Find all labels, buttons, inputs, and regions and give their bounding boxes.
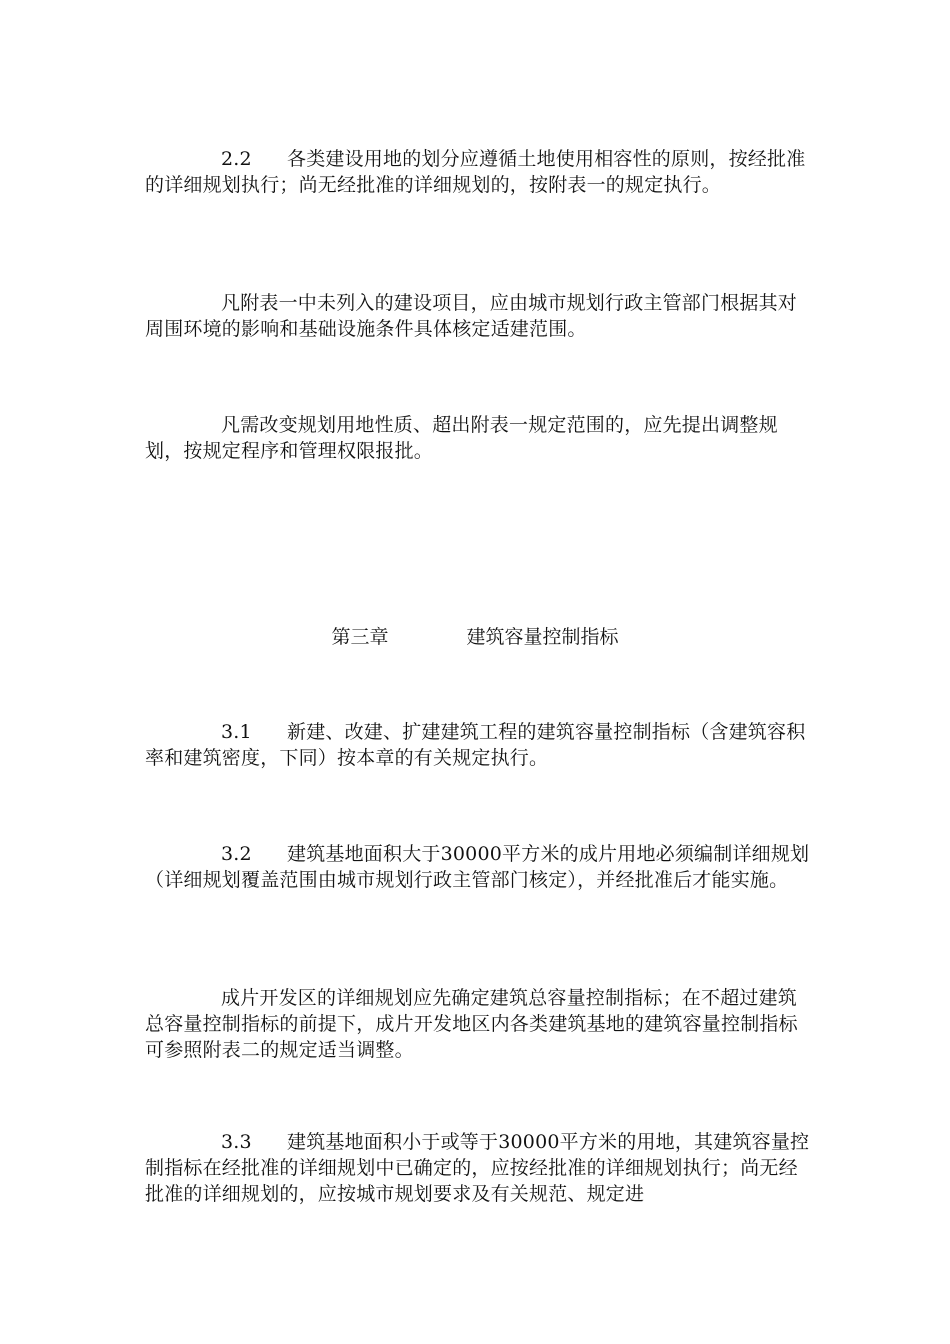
paragraph-text: 凡附表一中未列入的建设项目，应由城市规划行政主管部门根据其对周围环境的影响和基础设施条件具体核定适建范围。 — [145, 292, 798, 340]
paragraph-text: 各类建设用地的划分应遵循土地使用相容性的原则，按经批准的详细规划执行；尚无经批准的详细规划的，按附表一的规定执行。 — [145, 148, 806, 196]
paragraph-change-land-use — [145, 412, 810, 464]
section-number: 3.2 — [221, 843, 252, 865]
section-number: 2.2 — [221, 148, 252, 170]
section-number: 3.1 — [221, 721, 252, 743]
paragraph-text: 成片开发区的详细规划应先确定建筑总容量控制指标；在不超过建筑总容量控制指标的前提下，成片开发地区内各类建筑基地的建筑容量控制指标可参照附表二的规定适当调整。 — [145, 987, 798, 1061]
paragraph-text: 建筑基地面积大于30000平方米的成片用地必须编制详细规划（详细规划覆盖范围由城市规划行政主管部门核定），并经批准后才能实施。 — [145, 843, 810, 891]
paragraph-development-zone — [145, 985, 810, 1063]
paragraph-text: 凡需改变规划用地性质、超出附表一规定范围的，应先提出调整规划，按规定程序和管理权限报批。 — [145, 414, 778, 462]
chapter-heading — [0, 624, 950, 650]
chapter-number: 第三章 — [331, 626, 389, 648]
chapter-title: 建筑容量控制指标 — [466, 626, 619, 648]
paragraph-2-2 — [145, 146, 810, 198]
paragraph-3-3 — [145, 1129, 810, 1207]
paragraph-unlisted-projects — [145, 290, 810, 342]
paragraph-3-1 — [145, 719, 810, 771]
section-number: 3.3 — [221, 1131, 252, 1153]
paragraph-text: 建筑基地面积小于或等于30000平方米的用地，其建筑容量控制指标在经批准的详细规划中已确定的，应按经批准的详细规划执行；尚无经批准的详细规划的，应按城市规划要求及有关规范、规定进 — [145, 1131, 810, 1205]
paragraph-text: 新建、改建、扩建建筑工程的建筑容量控制指标（含建筑容积率和建筑密度，下同）按本章的有关规定执行。 — [145, 721, 806, 769]
paragraph-3-2 — [145, 841, 810, 893]
